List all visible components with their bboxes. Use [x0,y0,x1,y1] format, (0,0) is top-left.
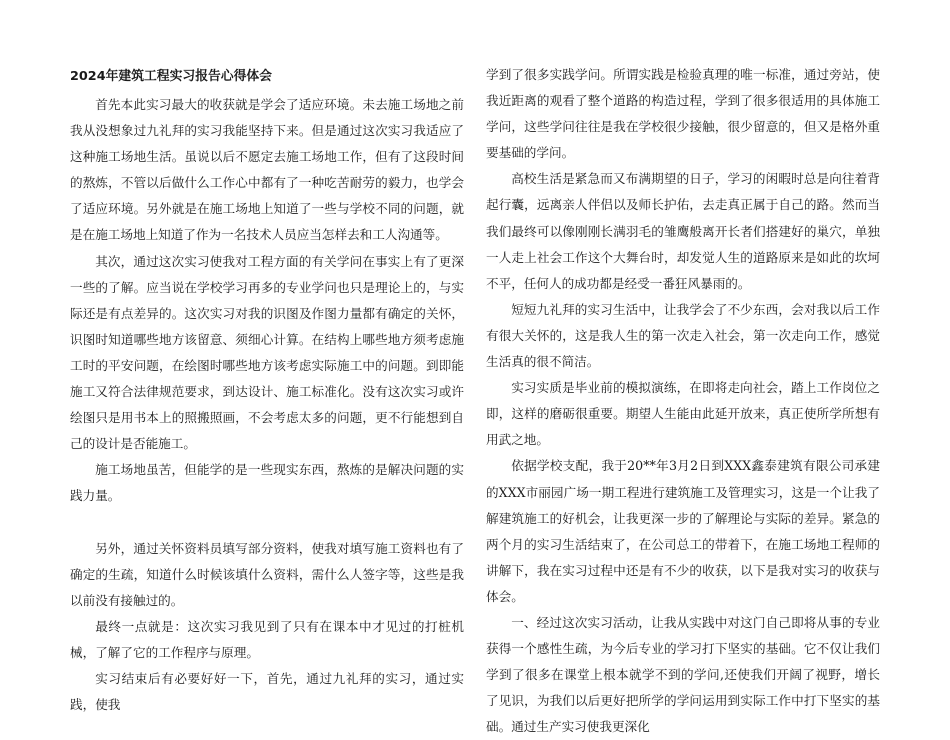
paragraph: 短短九礼拜的实习生活中，让我学会了不少东西，会对我以后工作有很大关怀的，这是我人生的第一次走入社会，第一次走向工作，感觉生活真的很不简洁。 [486,301,880,370]
paragraph: 实习结束后有必要好好一下，首先，通过九礼拜的实习，通过实践，使我 [70,670,464,713]
blank-line [70,510,464,536]
paragraph: 其次，通过这次实习使我对工程方面的有关学问在事实上有了更深一些的了解。应当说在学校学习再多的专业学问也只是理论上的，与实际还是有点差异的。这次实习对我的识图及作图力量都有确定的关怀，识图时知道哪些地方该留意、须细心计算。在结构上哪些地方须考虑施工时的平安问题，在绘图时哪些地方该考虑实际施工中的问题。到即能施工又符合法律规范要求，到达设计、施工标准化。没有这次实习或许绘图只是用书本上的照搬照画，不会考虑太多的问题，更不行能想到自己的设计是否能施工。 [70,253,464,452]
paragraph: 一、经过这次实习活动，让我从实践中对这门自己即将从事的专业获得一个感性生疏，为今后专业的学习打下坚实的基础。它不仅让我们学到了很多在课堂上根本就学不到的学问,还使我们开阔了视野，增长了见识，为我们以后更好把所学的学问运用到实际工作中打下坚实的基础。通过生产实习使我更深化 [486,614,880,735]
paragraph: 实习实质是毕业前的模拟演练，在即将走向社会，踏上工作岗位之即，这样的磨砺很重要。期望人生能由此延开放来，真正使所学所想有用武之地。 [486,380,880,448]
paragraph-continued: 学到了很多实践学问。所谓实践是检验真理的唯一标准，通过旁站，使我近距离的观看了整个道路的构造过程，学到了很多很适用的具体施工学问，这些学问往往是我在学校很少接触，很少留意的，但又是格外重要基础的学问。 [486,67,880,161]
paragraph: 另外，通过关怀资料员填写部分资料，使我对填写施工资料也有了确定的生疏，知道什么时候该填什么资料，需什么人签字等，这些是我以前没有接触过的。 [70,540,464,608]
paragraph: 最终一点就是：这次实习我见到了只有在课本中才见过的打桩机械，了解了它的工作程序与原理。 [70,618,464,660]
document-title: 2024年建筑工程实习报告心得体会 [70,69,272,84]
paragraph: 依据学校支配，我于20**年3月2日到XXX鑫泰建筑有限公司承建的XXX市丽园广场一期工程进行建筑施工及管理实习，这是一个让我了解建筑施工的好机会，让我更深一步的了解理论与实际的差异。紧急的两个月的实习生活结束了，在公司总工的带着下，在施工场地工程师的讲解下，我在实习过程中还是有不少的收获，以下是我对实习的收获与体会。 [486,458,880,604]
paragraph: 首先本此实习最大的收获就是学会了适应环境。未去施工场地之前我从没想象过九礼拜的实习我能坚持下来。但是通过这次实习我适应了这种施工场地生活。虽说以后不愿定去施工场地工作，但有了这段时间的熬炼，不管以后做什么工作心中都有了一种吃苦耐劳的毅力，也学会了适应环境。另外就是在施工场地上知道了一些与学校不同的问题，就是在施工场地上知道了作为一名技术人员应当怎样去和工人沟通等。 [70,97,464,243]
left-column [70,66,464,718]
paragraph: 施工场地虽苦，但能学的是一些现实东西，熬炼的是解决问题的实践力量。 [70,462,464,504]
right-column [486,62,880,740]
paragraph: 高校生活是紧急而又布满期望的日子，学习的闲暇时总是向往着背起行囊，远离亲人伴侣以及师长护佑，去走真正属于自己的路。然而当我们最终可以像刚刚长满羽毛的雏鹰般离开长者们搭建好的巢穴，单独一人走上社会工作这个大舞台时，却发觉人生的道路原来是如此的坎坷不平，任何人的成功都是经受一番狂风暴雨的。 [486,171,880,291]
